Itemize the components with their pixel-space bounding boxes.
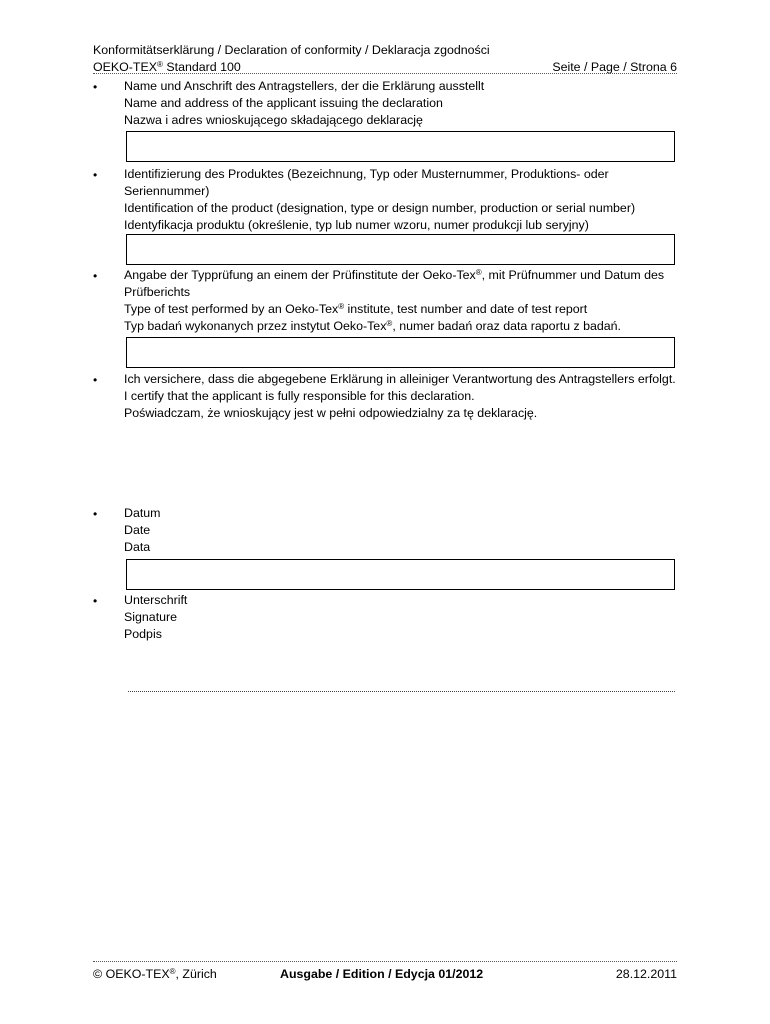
signature-label-pl: Podpis — [124, 627, 162, 641]
applicant-field[interactable] — [126, 131, 675, 162]
product-label-en: Identification of the product (designation, type or design number, production or serial number) — [124, 201, 636, 215]
page-number: Seite / Page / Strona 6 — [552, 60, 677, 74]
footer-divider — [93, 961, 677, 962]
test-section — [124, 267, 679, 335]
certify-section — [124, 371, 679, 422]
product-section — [124, 166, 679, 234]
signature-label-en: Signature — [124, 610, 178, 624]
test-label-en: Type of test performed by an Oeko-Tex® institute, test number and date of test report — [124, 302, 588, 316]
bullet-icon: • — [93, 594, 98, 608]
applicant-section — [124, 78, 679, 129]
test-field[interactable] — [126, 337, 675, 368]
date-field[interactable] — [126, 559, 675, 590]
product-label-pl: Identyfikacja produktu (określenie, typ lub numer wzoru, numer produkcji lub seryjny) — [124, 218, 589, 232]
bullet-icon: • — [93, 168, 98, 182]
registered-mark: ® — [157, 60, 163, 69]
date-section — [124, 505, 679, 556]
header-divider — [93, 73, 677, 74]
date-label-de: Datum — [124, 506, 161, 520]
bullet-icon: • — [93, 269, 98, 283]
applicant-label-pl: Nazwa i adres wnioskującego składającego deklarację — [124, 113, 423, 127]
bullet-icon: • — [93, 373, 98, 387]
date-label-en: Date — [124, 523, 151, 537]
signature-line[interactable] — [128, 691, 675, 692]
product-label-de: Identifizierung des Produktes (Bezeichnung, Typ oder Musternummer, Produktions- oder Seriennummer) — [124, 167, 609, 198]
footer-date: 28.12.2011 — [615, 967, 677, 981]
certify-text-en: I certify that the applicant is fully responsible for this declaration. — [124, 389, 475, 403]
test-label-pl: Typ badań wykonanych przez instytut Oeko-Tex®, numer badań oraz data raportu z badań. — [124, 319, 622, 333]
standard-name: OEKO-TEX® Standard 100 — [93, 60, 241, 74]
copyright: © OEKO-TEX®, Zürich — [93, 967, 217, 981]
bullet-icon: • — [93, 80, 98, 94]
edition-label: Ausgabe / Edition / Edycja 01/2012 — [280, 967, 484, 981]
document-title: Konformitätserklärung / Declaration of conformity / Deklaracja zgodności — [93, 43, 490, 57]
date-label-pl: Data — [124, 540, 151, 554]
test-label-de: Angabe der Typprüfung an einem der Prüfinstitute der Oeko-Tex®, mit Prüfnummer und Datum des Prüfberichts — [124, 268, 665, 299]
signature-label-de: Unterschrift — [124, 593, 188, 607]
signature-section — [124, 592, 679, 643]
certify-text-de: Ich versichere, dass die abgegebene Erklärung in alleiniger Verantwortung des Antragstellers erfolgt. — [124, 372, 676, 386]
page-footer — [93, 966, 677, 983]
product-field[interactable] — [126, 234, 675, 265]
bullet-icon: • — [93, 507, 98, 521]
applicant-label-de: Name und Anschrift des Antragstellers, der die Erklärung ausstellt — [124, 79, 485, 93]
page-header — [93, 42, 677, 76]
applicant-label-en: Name and address of the applicant issuing the declaration — [124, 96, 443, 110]
certify-text-pl: Poświadczam, że wnioskujący jest w pełni odpowiedzialny za tę deklarację. — [124, 406, 538, 420]
